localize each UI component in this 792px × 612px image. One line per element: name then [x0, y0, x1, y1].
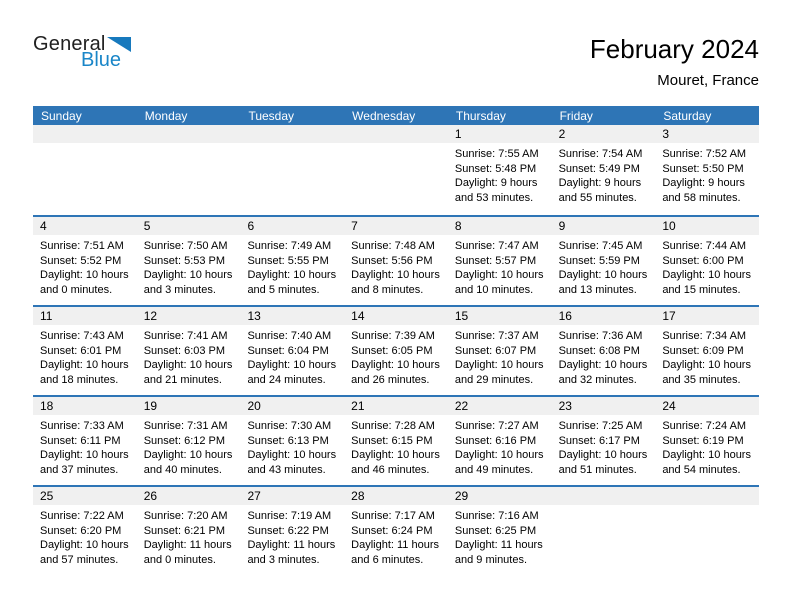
- page-header: [33, 34, 759, 90]
- day-sun-info: [240, 143, 344, 147]
- day-number: [552, 487, 656, 505]
- sun-info-line: and 0 minutes.: [40, 283, 113, 296]
- sun-info-line: Sunset: 6:08 PM: [558, 344, 640, 357]
- sun-info-line: Daylight: 10 hours: [662, 359, 751, 371]
- day-sun-info: [33, 325, 137, 387]
- day-cell: [33, 217, 137, 305]
- calendar-table: [33, 106, 759, 575]
- day-number: 17: [655, 307, 759, 325]
- day-number: [344, 125, 448, 143]
- sun-info-line: Sunset: 5:48 PM: [454, 162, 537, 175]
- sun-info-line: and 3 minutes.: [247, 553, 320, 566]
- weekday-friday: Friday: [559, 108, 593, 123]
- sun-info-line: Daylight: 10 hours: [247, 269, 337, 281]
- week-row: [33, 305, 759, 395]
- sun-info-line: Sunrise: 7:37 AM: [454, 330, 539, 342]
- day-number: 1: [448, 125, 552, 143]
- sun-info-line: and 29 minutes.: [454, 373, 534, 386]
- day-cell: [448, 397, 552, 485]
- sun-info-line: Sunrise: 7:52 AM: [662, 148, 747, 160]
- sun-info-line: and 5 minutes.: [247, 283, 320, 296]
- day-sun-info: [33, 235, 137, 297]
- sun-info-line: Daylight: 10 hours: [351, 449, 440, 461]
- sun-info-line: Sunrise: 7:34 AM: [662, 330, 747, 342]
- sun-info-line: and 24 minutes.: [247, 373, 326, 386]
- day-sun-info: [137, 325, 241, 387]
- day-sun-info: [655, 325, 759, 387]
- day-number: [240, 125, 344, 143]
- sun-info-line: and 0 minutes.: [143, 553, 216, 566]
- sun-info-line: Sunset: 5:57 PM: [454, 254, 537, 267]
- sun-info-line: Sunset: 5:59 PM: [558, 254, 640, 267]
- sun-info-line: Sunset: 6:00 PM: [662, 254, 744, 267]
- sun-info-line: Sunset: 6:15 PM: [351, 434, 433, 447]
- sun-info-line: Sunrise: 7:33 AM: [40, 420, 124, 432]
- title-block: [590, 34, 759, 90]
- day-number: 8: [448, 217, 552, 235]
- day-sun-info: [344, 143, 448, 147]
- sun-info-line: Sunset: 6:09 PM: [662, 344, 744, 357]
- day-cell: [552, 217, 656, 305]
- week-row: [33, 485, 759, 575]
- day-sun-info: [655, 505, 759, 509]
- day-sun-info: [33, 415, 137, 477]
- day-sun-info: [655, 415, 759, 477]
- day-number: 28: [344, 487, 448, 505]
- sun-info-line: Sunrise: 7:27 AM: [454, 420, 539, 432]
- sun-info-line: Sunset: 6:21 PM: [143, 524, 226, 537]
- sun-info-line: Sunrise: 7:25 AM: [558, 420, 643, 432]
- sun-info-line: Sunset: 6:04 PM: [247, 344, 329, 357]
- sun-info-line: Daylight: 10 hours: [351, 359, 440, 371]
- sun-info-line: Sunrise: 7:40 AM: [247, 330, 332, 342]
- empty-day-cell: [552, 487, 656, 575]
- sun-info-line: Daylight: 11 hours: [143, 539, 232, 551]
- weekday-wednesday: Wednesday: [352, 108, 416, 123]
- day-number: 24: [655, 397, 759, 415]
- sun-info-line: and 15 minutes.: [662, 283, 741, 296]
- sun-info-line: Sunrise: 7:28 AM: [351, 420, 435, 432]
- sun-info-line: Sunrise: 7:47 AM: [454, 240, 539, 252]
- sun-info-line: Daylight: 10 hours: [662, 449, 751, 461]
- sun-info-line: Sunrise: 7:30 AM: [247, 420, 332, 432]
- sun-info-line: Sunset: 6:13 PM: [247, 434, 329, 447]
- day-cell: [137, 217, 241, 305]
- day-sun-info: [552, 415, 656, 477]
- sun-info-line: Sunset: 6:19 PM: [662, 434, 744, 447]
- day-cell: [33, 487, 137, 575]
- sun-info-line: and 51 minutes.: [558, 463, 637, 476]
- day-number: 19: [137, 397, 241, 415]
- day-number: 10: [655, 217, 759, 235]
- weekday-saturday: Saturday: [663, 108, 712, 123]
- sun-info-line: Sunset: 6:25 PM: [454, 524, 537, 537]
- sun-info-line: Sunrise: 7:54 AM: [558, 148, 643, 160]
- day-cell: [240, 307, 344, 395]
- sun-info-line: Sunset: 6:07 PM: [454, 344, 537, 357]
- sun-info-line: Sunrise: 7:19 AM: [247, 510, 332, 522]
- sun-info-line: Sunrise: 7:51 AM: [40, 240, 124, 252]
- page-subtitle: Mouret, France: [657, 72, 759, 89]
- day-number: 29: [448, 487, 552, 505]
- sun-info-line: Sunset: 5:53 PM: [143, 254, 226, 267]
- day-cell: [655, 125, 759, 215]
- sun-info-line: Sunrise: 7:55 AM: [454, 148, 539, 160]
- day-sun-info: [240, 505, 344, 567]
- sun-info-line: Daylight: 11 hours: [454, 539, 543, 551]
- sun-info-line: Sunset: 6:24 PM: [351, 524, 433, 537]
- sun-info-line: Daylight: 10 hours: [351, 269, 440, 281]
- day-sun-info: [344, 325, 448, 387]
- day-cell: [344, 397, 448, 485]
- sun-info-line: Daylight: 10 hours: [40, 449, 129, 461]
- sun-info-line: and 57 minutes.: [40, 553, 119, 566]
- day-number: 3: [655, 125, 759, 143]
- day-sun-info: [448, 143, 552, 205]
- sun-info-line: Daylight: 9 hours: [558, 177, 642, 189]
- week-row: [33, 125, 759, 215]
- day-number: 20: [240, 397, 344, 415]
- weekday-monday: Monday: [144, 108, 188, 123]
- sun-info-line: and 13 minutes.: [558, 283, 637, 296]
- day-sun-info: [655, 143, 759, 205]
- sun-info-line: Sunrise: 7:48 AM: [351, 240, 435, 252]
- sun-info-line: and 3 minutes.: [143, 283, 216, 296]
- page-title: February 2024: [589, 34, 759, 64]
- day-number: 26: [137, 487, 241, 505]
- sun-info-line: Daylight: 10 hours: [40, 539, 129, 551]
- day-number: 9: [552, 217, 656, 235]
- sun-info-line: Sunrise: 7:20 AM: [143, 510, 228, 522]
- empty-day-cell: [655, 487, 759, 575]
- sun-info-line: Daylight: 10 hours: [558, 269, 648, 281]
- day-sun-info: [137, 143, 241, 147]
- day-number: [655, 487, 759, 505]
- day-number: 27: [240, 487, 344, 505]
- sun-info-line: Daylight: 10 hours: [454, 269, 544, 281]
- logo-text-general: General: [33, 33, 106, 55]
- day-cell: [33, 397, 137, 485]
- sun-info-line: Daylight: 10 hours: [558, 449, 648, 461]
- sun-info-line: and 9 minutes.: [454, 553, 528, 566]
- day-sun-info: [137, 505, 241, 567]
- day-sun-info: [137, 235, 241, 297]
- sun-info-line: Daylight: 9 hours: [662, 177, 745, 189]
- day-sun-info: [448, 505, 552, 567]
- sun-info-line: Sunrise: 7:39 AM: [351, 330, 435, 342]
- empty-day-cell: [137, 125, 241, 215]
- sun-info-line: Sunrise: 7:44 AM: [662, 240, 747, 252]
- day-sun-info: [552, 505, 656, 509]
- day-number: 5: [137, 217, 241, 235]
- day-sun-info: [240, 325, 344, 387]
- day-cell: [240, 397, 344, 485]
- day-sun-info: [240, 415, 344, 477]
- day-number: 25: [33, 487, 137, 505]
- sun-info-line: Sunset: 5:56 PM: [351, 254, 433, 267]
- calendar-weeks: [33, 125, 759, 575]
- sun-info-line: Sunset: 6:16 PM: [454, 434, 537, 447]
- sun-info-line: Sunset: 6:05 PM: [351, 344, 433, 357]
- sun-info-line: and 32 minutes.: [558, 373, 637, 386]
- day-cell: [655, 397, 759, 485]
- day-sun-info: [552, 143, 656, 205]
- weekday-header-row: [33, 106, 759, 125]
- sun-info-line: Daylight: 10 hours: [247, 359, 337, 371]
- sun-info-line: and 6 minutes.: [351, 553, 424, 566]
- day-cell: [240, 487, 344, 575]
- sun-info-line: Sunrise: 7:45 AM: [558, 240, 643, 252]
- sun-info-line: Sunset: 5:52 PM: [40, 254, 122, 267]
- sun-info-line: Sunset: 5:49 PM: [558, 162, 640, 175]
- day-sun-info: [33, 505, 137, 567]
- sun-info-line: Sunrise: 7:41 AM: [143, 330, 228, 342]
- sun-info-line: Daylight: 11 hours: [351, 539, 440, 551]
- sun-info-line: Sunrise: 7:49 AM: [247, 240, 332, 252]
- weekday-thursday: Thursday: [455, 108, 506, 123]
- sun-info-line: and 40 minutes.: [143, 463, 222, 476]
- sun-info-line: and 54 minutes.: [662, 463, 741, 476]
- sun-info-line: and 18 minutes.: [40, 373, 119, 386]
- sun-info-line: Daylight: 10 hours: [143, 359, 233, 371]
- day-number: 14: [344, 307, 448, 325]
- sun-info-line: Sunset: 6:11 PM: [40, 434, 121, 447]
- sun-info-line: Daylight: 9 hours: [454, 177, 538, 189]
- day-number: 21: [344, 397, 448, 415]
- sun-info-line: Daylight: 10 hours: [662, 269, 751, 281]
- sun-info-line: and 35 minutes.: [662, 373, 741, 386]
- day-cell: [344, 307, 448, 395]
- day-number: 16: [552, 307, 656, 325]
- sun-info-line: Sunset: 6:17 PM: [558, 434, 640, 447]
- sun-info-line: Sunrise: 7:24 AM: [662, 420, 747, 432]
- day-cell: [552, 397, 656, 485]
- day-sun-info: [552, 235, 656, 297]
- sun-info-line: Sunrise: 7:31 AM: [143, 420, 228, 432]
- sun-info-line: and 8 minutes.: [351, 283, 424, 296]
- day-number: 12: [137, 307, 241, 325]
- sun-info-line: Sunset: 5:55 PM: [247, 254, 329, 267]
- day-sun-info: [448, 235, 552, 297]
- sun-info-line: Daylight: 10 hours: [558, 359, 648, 371]
- sun-info-line: Daylight: 10 hours: [40, 359, 129, 371]
- sun-info-line: Sunrise: 7:22 AM: [40, 510, 124, 522]
- day-number: 13: [240, 307, 344, 325]
- day-sun-info: [137, 415, 241, 477]
- empty-day-cell: [33, 125, 137, 215]
- day-cell: [344, 487, 448, 575]
- sun-info-line: Sunrise: 7:16 AM: [454, 510, 539, 522]
- sun-info-line: and 53 minutes.: [454, 191, 534, 204]
- sun-info-line: Sunset: 6:12 PM: [143, 434, 226, 447]
- sun-info-line: and 49 minutes.: [454, 463, 534, 476]
- sun-info-line: Sunrise: 7:36 AM: [558, 330, 643, 342]
- sun-info-line: Daylight: 10 hours: [143, 269, 233, 281]
- day-cell: [448, 217, 552, 305]
- sun-info-line: Sunset: 6:03 PM: [143, 344, 226, 357]
- day-cell: [33, 307, 137, 395]
- day-cell: [240, 217, 344, 305]
- sun-info-line: and 46 minutes.: [351, 463, 430, 476]
- day-cell: [448, 487, 552, 575]
- week-row: [33, 395, 759, 485]
- day-number: 23: [552, 397, 656, 415]
- sun-info-line: and 10 minutes.: [454, 283, 534, 296]
- sun-info-line: Daylight: 11 hours: [247, 539, 336, 551]
- day-cell: [655, 217, 759, 305]
- weekday-sunday: Sunday: [41, 108, 82, 123]
- day-cell: [552, 125, 656, 215]
- day-number: 6: [240, 217, 344, 235]
- day-number: [137, 125, 241, 143]
- sun-info-line: and 58 minutes.: [662, 191, 741, 204]
- day-number: 18: [33, 397, 137, 415]
- day-number: [33, 125, 137, 143]
- day-sun-info: [655, 235, 759, 297]
- day-cell: [137, 307, 241, 395]
- day-cell: [137, 487, 241, 575]
- day-sun-info: [344, 235, 448, 297]
- week-row: [33, 215, 759, 305]
- empty-day-cell: [240, 125, 344, 215]
- day-number: 4: [33, 217, 137, 235]
- weekday-tuesday: Tuesday: [248, 108, 295, 123]
- day-cell: [448, 125, 552, 215]
- general-blue-logo: [33, 34, 173, 82]
- day-cell: [344, 217, 448, 305]
- day-number: 2: [552, 125, 656, 143]
- sun-info-line: Sunrise: 7:17 AM: [351, 510, 435, 522]
- sun-info-line: Sunrise: 7:43 AM: [40, 330, 124, 342]
- sun-info-line: Sunset: 5:50 PM: [662, 162, 744, 175]
- day-sun-info: [448, 325, 552, 387]
- empty-day-cell: [344, 125, 448, 215]
- sun-info-line: Sunset: 6:22 PM: [247, 524, 329, 537]
- sun-info-line: Sunset: 6:01 PM: [40, 344, 122, 357]
- logo-text-blue: Blue: [81, 49, 122, 71]
- day-number: 7: [344, 217, 448, 235]
- sun-info-line: Daylight: 10 hours: [40, 269, 129, 281]
- sun-info-line: and 55 minutes.: [558, 191, 637, 204]
- day-cell: [137, 397, 241, 485]
- day-sun-info: [33, 143, 137, 147]
- day-cell: [448, 307, 552, 395]
- day-sun-info: [552, 325, 656, 387]
- sun-info-line: Sunset: 6:20 PM: [40, 524, 122, 537]
- sun-info-line: and 21 minutes.: [143, 373, 222, 386]
- sun-info-line: and 37 minutes.: [40, 463, 119, 476]
- sun-info-line: and 26 minutes.: [351, 373, 430, 386]
- sun-info-line: Daylight: 10 hours: [454, 359, 544, 371]
- day-sun-info: [240, 235, 344, 297]
- day-number: 22: [448, 397, 552, 415]
- day-sun-info: [344, 415, 448, 477]
- sun-info-line: Daylight: 10 hours: [143, 449, 233, 461]
- day-number: 11: [33, 307, 137, 325]
- day-cell: [655, 307, 759, 395]
- sun-info-line: and 43 minutes.: [247, 463, 326, 476]
- day-number: 15: [448, 307, 552, 325]
- day-cell: [552, 307, 656, 395]
- sun-info-line: Daylight: 10 hours: [454, 449, 544, 461]
- sun-info-line: Sunrise: 7:50 AM: [143, 240, 228, 252]
- day-sun-info: [448, 415, 552, 477]
- sun-info-line: Daylight: 10 hours: [247, 449, 337, 461]
- day-sun-info: [344, 505, 448, 567]
